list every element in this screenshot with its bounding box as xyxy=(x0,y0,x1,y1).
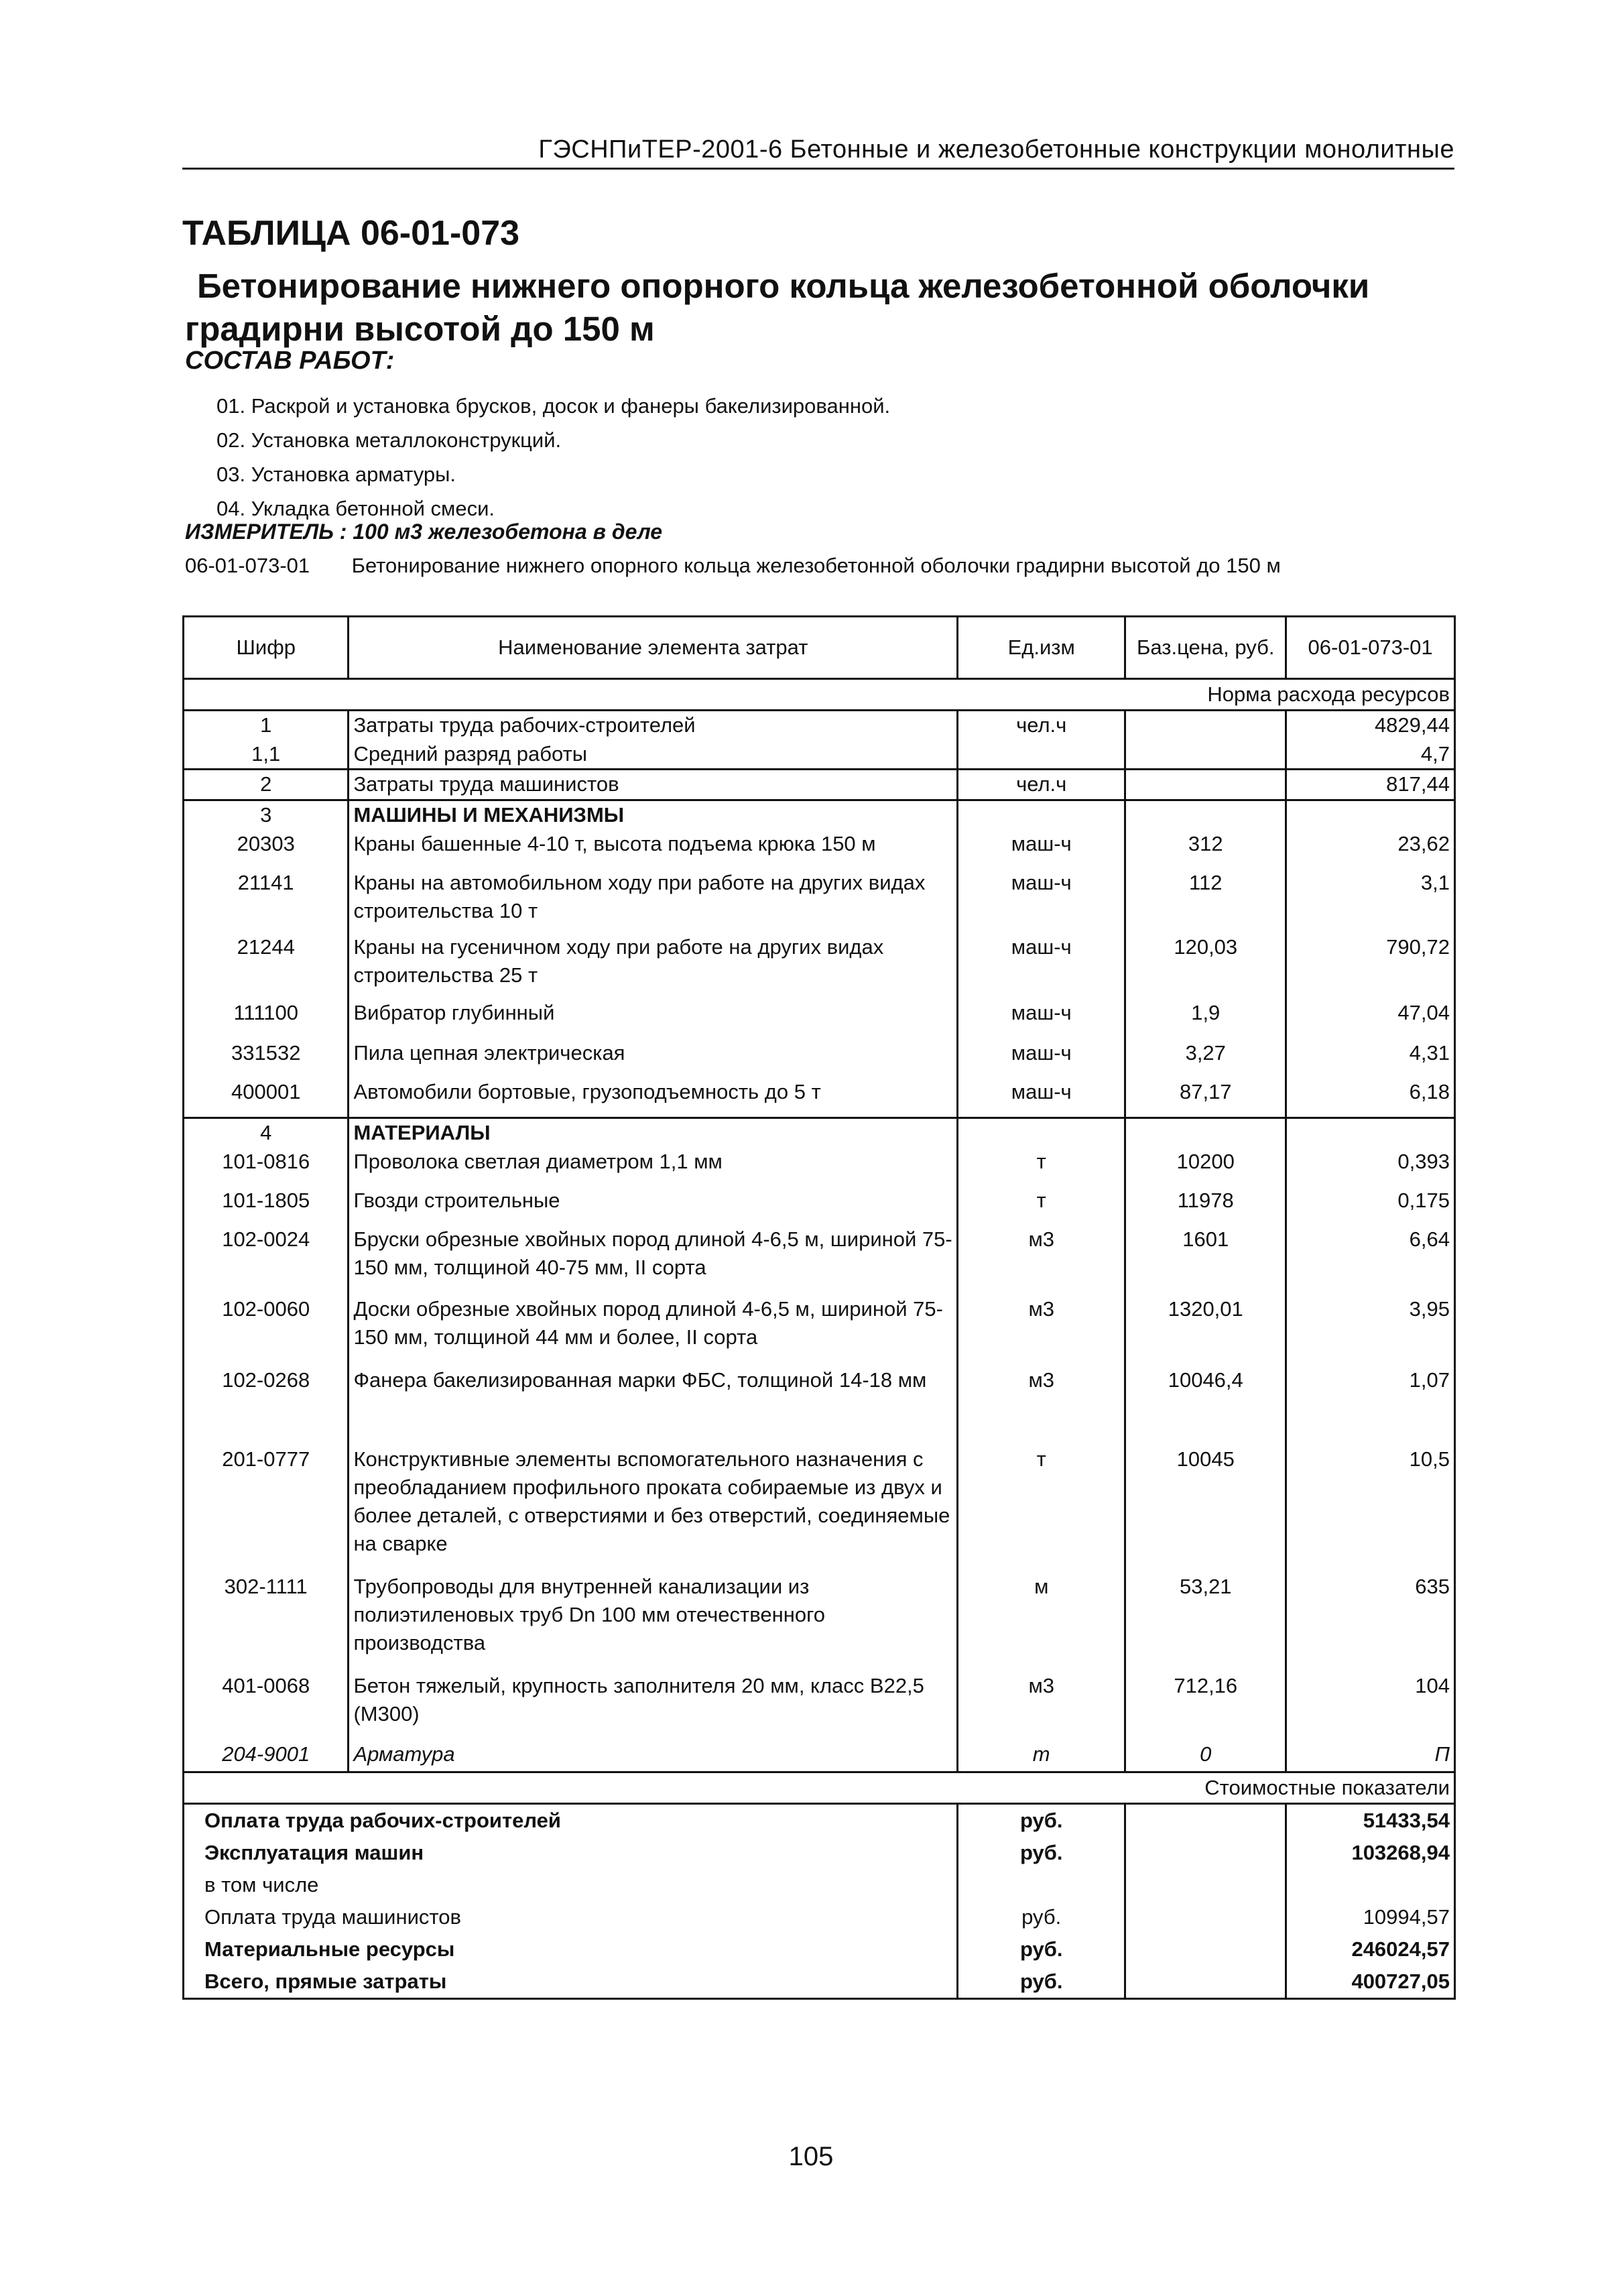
cost-row xyxy=(184,1901,1455,1933)
row-unit: маш-ч xyxy=(958,933,1125,999)
row-price: 10200 xyxy=(1125,1148,1286,1187)
empty-cell xyxy=(1125,1837,1286,1869)
measure-line xyxy=(185,520,662,544)
row-unit: т xyxy=(958,1148,1125,1187)
cost-value: 246024,57 xyxy=(1286,1933,1455,1966)
row-unit: м3 xyxy=(958,1295,1125,1366)
row-price: 10045 xyxy=(1125,1445,1286,1573)
row-unit: чел.ч xyxy=(958,711,1125,740)
table-row xyxy=(184,1187,1455,1225)
row-value: 0,393 xyxy=(1286,1148,1455,1187)
ident-code: 06-01-073-01 xyxy=(185,554,310,577)
row-code: 21244 xyxy=(184,933,349,999)
table-header-row xyxy=(184,617,1455,679)
empty-cell xyxy=(1286,800,1455,830)
row-code: 204-9001 xyxy=(184,1740,349,1772)
empty-cell xyxy=(1125,800,1286,830)
row-price: 1,9 xyxy=(1125,999,1286,1039)
row-code: 111100 xyxy=(184,999,349,1039)
section-title: МАТЕРИАЛЫ xyxy=(349,1118,958,1148)
table-row xyxy=(184,1445,1455,1573)
row-price: 3,27 xyxy=(1125,1039,1286,1078)
table-row xyxy=(184,1078,1455,1118)
table-row xyxy=(184,1672,1455,1740)
row-price: 1601 xyxy=(1125,1225,1286,1295)
row-price xyxy=(1125,711,1286,740)
row-code: 102-0024 xyxy=(184,1225,349,1295)
row-code: 302-1111 xyxy=(184,1573,349,1672)
row-price: 712,16 xyxy=(1125,1672,1286,1740)
row-unit: м xyxy=(958,1573,1125,1672)
cost-value: 51433,54 xyxy=(1286,1804,1455,1837)
col-name-header: Наименование элемента затрат xyxy=(349,617,958,679)
cost-value xyxy=(1286,1869,1455,1901)
title-line-1: Бетонирование нижнего опорного кольца железобетонной оболочки xyxy=(197,267,1370,305)
work-item: 03. Установка арматуры. xyxy=(216,463,456,486)
row-value: 1,07 xyxy=(1286,1366,1455,1445)
row-code: 331532 xyxy=(184,1039,349,1078)
empty-cell xyxy=(1125,1901,1286,1933)
row-unit: м3 xyxy=(958,1225,1125,1295)
work-item: 01. Раскрой и установка брусков, досок и фанеры бакелизированной. xyxy=(216,394,891,418)
row-value: 790,72 xyxy=(1286,933,1455,999)
row-price xyxy=(1125,770,1286,800)
empty-cell xyxy=(1125,1966,1286,1999)
row-unit: маш-ч xyxy=(958,869,1125,933)
table-row xyxy=(184,1573,1455,1672)
row-price: 10046,4 xyxy=(1125,1366,1286,1445)
cost-unit: руб. xyxy=(958,1901,1125,1933)
row-value: 104 xyxy=(1286,1672,1455,1740)
cost-label: в том числе xyxy=(184,1869,958,1901)
row-unit: маш-ч xyxy=(958,999,1125,1039)
row-value: 6,18 xyxy=(1286,1078,1455,1118)
row-price: 11978 xyxy=(1125,1187,1286,1225)
measure-label: ИЗМЕРИТЕЛЬ : xyxy=(185,520,347,544)
col-code-header: Шифр xyxy=(184,617,349,679)
table-row xyxy=(184,770,1455,800)
running-header: ГЭСНПиТЕР-2001-6 Бетонные и железобетонные конструкции монолитные xyxy=(182,131,1454,170)
cost-unit: руб. xyxy=(958,1804,1125,1837)
cost-table-body xyxy=(184,617,1455,1999)
row-unit: т xyxy=(958,1740,1125,1772)
title-line-2: градирни высотой до 150 м xyxy=(185,310,655,348)
row-price xyxy=(1125,740,1286,770)
table-row xyxy=(184,1039,1455,1078)
cost-header-row xyxy=(184,1772,1455,1804)
table-row xyxy=(184,869,1455,933)
row-value: 3,1 xyxy=(1286,869,1455,933)
row-name: Проволока светлая диаметром 1,1 мм xyxy=(349,1148,958,1187)
row-name: Бруски обрезные хвойных пород длиной 4-6,5 м, шириной 75-150 мм, толщиной 40-75 мм, II сорта xyxy=(349,1225,958,1295)
table-row xyxy=(184,1740,1455,1772)
row-code: 400001 xyxy=(184,1078,349,1118)
row-price: 0 xyxy=(1125,1740,1286,1772)
row-name: Средний разряд работы xyxy=(349,740,958,770)
row-unit: т xyxy=(958,1445,1125,1573)
cost-header: Стоимостные показатели xyxy=(184,1772,1455,1804)
cost-row xyxy=(184,1933,1455,1966)
col-price-header: Баз.цена, руб. xyxy=(1125,617,1286,679)
table-row xyxy=(184,1295,1455,1366)
row-name: Гвозди строительные xyxy=(349,1187,958,1225)
row-price: 120,03 xyxy=(1125,933,1286,999)
table-row xyxy=(184,1366,1455,1445)
row-unit xyxy=(958,740,1125,770)
row-unit: м3 xyxy=(958,1672,1125,1740)
row-code: 101-1805 xyxy=(184,1187,349,1225)
cost-unit xyxy=(958,1869,1125,1901)
empty-cell xyxy=(1125,1869,1286,1901)
row-value: 817,44 xyxy=(1286,770,1455,800)
table-row xyxy=(184,830,1455,869)
measure-value: 100 м3 железобетона в деле xyxy=(353,520,663,544)
row-value: 6,64 xyxy=(1286,1225,1455,1295)
machines-section-row xyxy=(184,800,1455,830)
row-price: 312 xyxy=(1125,830,1286,869)
empty-cell xyxy=(1125,1804,1286,1837)
cost-label: Оплата труда рабочих-строителей xyxy=(184,1804,958,1837)
row-price: 1320,01 xyxy=(1125,1295,1286,1366)
table-row xyxy=(184,1225,1455,1295)
row-value: 4,7 xyxy=(1286,740,1455,770)
row-name: Затраты труда машинистов xyxy=(349,770,958,800)
table-row xyxy=(184,711,1455,740)
row-unit: маш-ч xyxy=(958,1039,1125,1078)
empty-cell xyxy=(1125,1118,1286,1148)
norm-header-row xyxy=(184,679,1455,711)
cost-label: Всего, прямые затраты xyxy=(184,1966,958,1999)
row-price: 53,21 xyxy=(1125,1573,1286,1672)
row-name: Трубопроводы для внутренней канализации из полиэтиленовых труб Dn 100 мм отечественного производства xyxy=(349,1573,958,1672)
row-unit: м3 xyxy=(958,1366,1125,1445)
table-row xyxy=(184,933,1455,999)
table-row xyxy=(184,740,1455,770)
cost-row xyxy=(184,1804,1455,1837)
norm-header: Норма расхода ресурсов xyxy=(184,679,1455,711)
row-name: Затраты труда рабочих-строителей xyxy=(349,711,958,740)
row-code: 1,1 xyxy=(184,740,349,770)
table-row xyxy=(184,1148,1455,1187)
work-item: 04. Укладка бетонной смеси. xyxy=(216,497,495,520)
works-list xyxy=(216,389,890,526)
row-name: Автомобили бортовые, грузоподъемность до 5 т xyxy=(349,1078,958,1118)
row-code: 201-0777 xyxy=(184,1445,349,1573)
cost-row xyxy=(184,1966,1455,1999)
cost-unit: руб. xyxy=(958,1933,1125,1966)
cost-label: Материальные ресурсы xyxy=(184,1933,958,1966)
row-code: 20303 xyxy=(184,830,349,869)
section-title: МАШИНЫ И МЕХАНИЗМЫ xyxy=(349,800,958,830)
empty-cell xyxy=(1125,1933,1286,1966)
empty-cell xyxy=(958,1118,1125,1148)
ident-line xyxy=(185,554,1281,578)
ident-text: Бетонирование нижнего опорного кольца железобетонной оболочки градирни высотой до 150 м xyxy=(351,554,1281,577)
cost-row xyxy=(184,1837,1455,1869)
cost-row xyxy=(184,1869,1455,1901)
row-name: Вибратор глубинный xyxy=(349,999,958,1039)
row-price: 112 xyxy=(1125,869,1286,933)
row-code: 21141 xyxy=(184,869,349,933)
cost-table xyxy=(182,615,1456,2000)
row-unit: маш-ч xyxy=(958,830,1125,869)
col-norm-header: 06-01-073-01 xyxy=(1286,617,1455,679)
cost-value: 10994,57 xyxy=(1286,1901,1455,1933)
row-unit: чел.ч xyxy=(958,770,1125,800)
cost-unit: руб. xyxy=(958,1966,1125,1999)
row-code: 401-0068 xyxy=(184,1672,349,1740)
work-item: 02. Установка металлоконструкций. xyxy=(216,428,562,452)
row-name: Фанера бакелизированная марки ФБС, толщиной 14-18 мм xyxy=(349,1366,958,1445)
table-code: ТАБЛИЦА 06-01-073 xyxy=(182,214,520,253)
table-row xyxy=(184,999,1455,1039)
row-name: Доски обрезные хвойных пород длиной 4-6,5 м, шириной 75-150 мм, толщиной 44 мм и более, II сорта xyxy=(349,1295,958,1366)
row-unit: т xyxy=(958,1187,1125,1225)
row-value: 0,175 xyxy=(1286,1187,1455,1225)
row-code: 102-0060 xyxy=(184,1295,349,1366)
works-label: СОСТАВ РАБОТ: xyxy=(185,347,395,375)
materials-section-row xyxy=(184,1118,1455,1148)
row-name: Арматура xyxy=(349,1740,958,1772)
row-value: 10,5 xyxy=(1286,1445,1455,1573)
cost-value: 400727,05 xyxy=(1286,1966,1455,1999)
row-name: Пила цепная электрическая xyxy=(349,1039,958,1078)
row-price: 87,17 xyxy=(1125,1078,1286,1118)
cost-label: Эксплуатация машин xyxy=(184,1837,958,1869)
section-code: 4 xyxy=(184,1118,349,1148)
empty-cell xyxy=(1286,1118,1455,1148)
row-value: 4829,44 xyxy=(1286,711,1455,740)
row-value: 47,04 xyxy=(1286,999,1455,1039)
page-number: 105 xyxy=(788,2142,834,2171)
row-code: 2 xyxy=(184,770,349,800)
row-value: 3,95 xyxy=(1286,1295,1455,1366)
row-code: 102-0268 xyxy=(184,1366,349,1445)
col-unit-header: Ед.изм xyxy=(958,617,1125,679)
row-unit: маш-ч xyxy=(958,1078,1125,1118)
row-value: 4,31 xyxy=(1286,1039,1455,1078)
row-name: Краны на автомобильном ходу при работе на других видах строительства 10 т xyxy=(349,869,958,933)
row-name: Краны на гусеничном ходу при работе на других видах строительства 25 т xyxy=(349,933,958,999)
row-name: Краны башенные 4-10 т, высота подъема крюка 150 м xyxy=(349,830,958,869)
section-code: 3 xyxy=(184,800,349,830)
row-name: Конструктивные элементы вспомогательного назначения с преобладанием профильного проката собираемые из двух и более деталей, с отверстиями и без отверстий, соединяемые на сварке xyxy=(349,1445,958,1573)
table-title xyxy=(185,265,1454,351)
cost-label: Оплата труда машинистов xyxy=(184,1901,958,1933)
row-name: Бетон тяжелый, крупность заполнителя 20 мм, класс B22,5 (М300) xyxy=(349,1672,958,1740)
row-code: 101-0816 xyxy=(184,1148,349,1187)
cost-value: 103268,94 xyxy=(1286,1837,1455,1869)
cost-unit: руб. xyxy=(958,1837,1125,1869)
row-value: П xyxy=(1286,1740,1455,1772)
row-value: 23,62 xyxy=(1286,830,1455,869)
row-value: 635 xyxy=(1286,1573,1455,1672)
row-code: 1 xyxy=(184,711,349,740)
empty-cell xyxy=(958,800,1125,830)
